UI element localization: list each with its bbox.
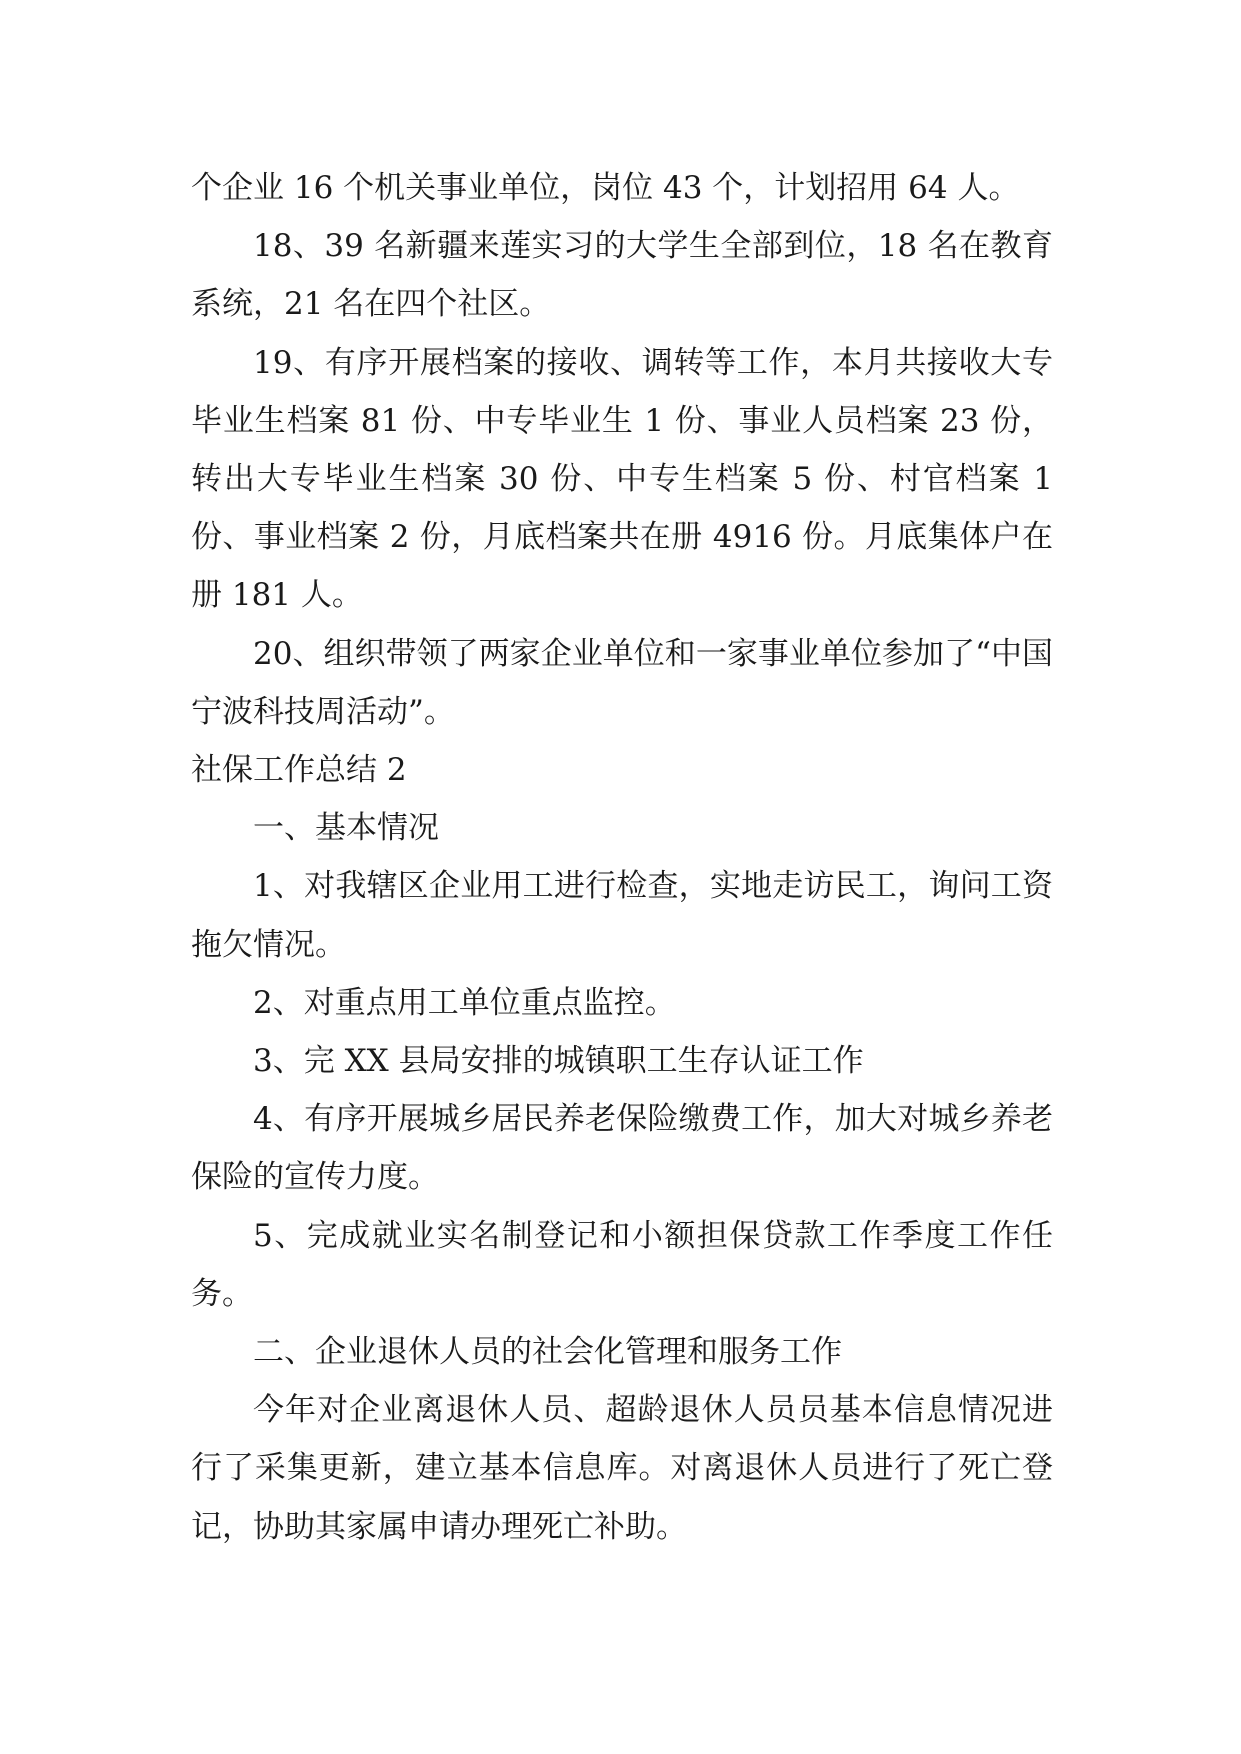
section-title: 社保工作总结 2 [191,752,407,789]
list-item-4: 4、有序开展城乡居民养老保险缴费工作，加大对城乡养老保险的宣传力度。 [191,1101,1053,1196]
section-heading-retiree-management: 二、企业退休人员的社会化管理和服务工作 [253,1334,842,1371]
paragraph-item-18: 18、39 名新疆来莲实习的大学生全部到位，18 名在教育系统，21 名在四个社区。 [191,228,1053,323]
list-item-3: 3、完 XX 县局安排的城镇职工生存认证工作 [253,1043,864,1080]
document-page [191,159,1053,1556]
list-item-5: 5、完成就业实名制登记和小额担保贷款工作季度工作任务。 [191,1217,1053,1312]
section-heading-basic-situation: 一、基本情况 [253,810,439,847]
list-item-2: 2、对重点用工单位重点监控。 [253,984,676,1021]
list-item-1: 1、对我辖区企业用工进行检查，实地走访民工，询问工资拖欠情况。 [191,868,1053,963]
paragraph-continued: 个企业 16 个机关事业单位，岗位 43 个，计划招用 64 人。 [191,170,1020,206]
paragraph-item-20: 20、组织带领了两家企业单位和一家事业单位参加了“中国宁波科技周活动”。 [191,635,1053,730]
paragraph-item-19: 19、有序开展档案的接收、调转等工作，本月共接收大专毕业生档案 81 份、中专毕业生 1 份、事业人员档案 23 份，转出大专毕业生档案 30 份、中专生档案 5 份、村官档案 1 份、事业档案 2 份，月底档案共在册 4916 份。月底集体户在册 181 人。 [191,344,1053,614]
paragraph-retiree-info: 今年对企业离退休人员、超龄退休人员员基本信息情况进行了采集更新，建立基本信息库。对离退休人员进行了死亡登记，协助其家属申请办理死亡补助。 [191,1392,1053,1545]
